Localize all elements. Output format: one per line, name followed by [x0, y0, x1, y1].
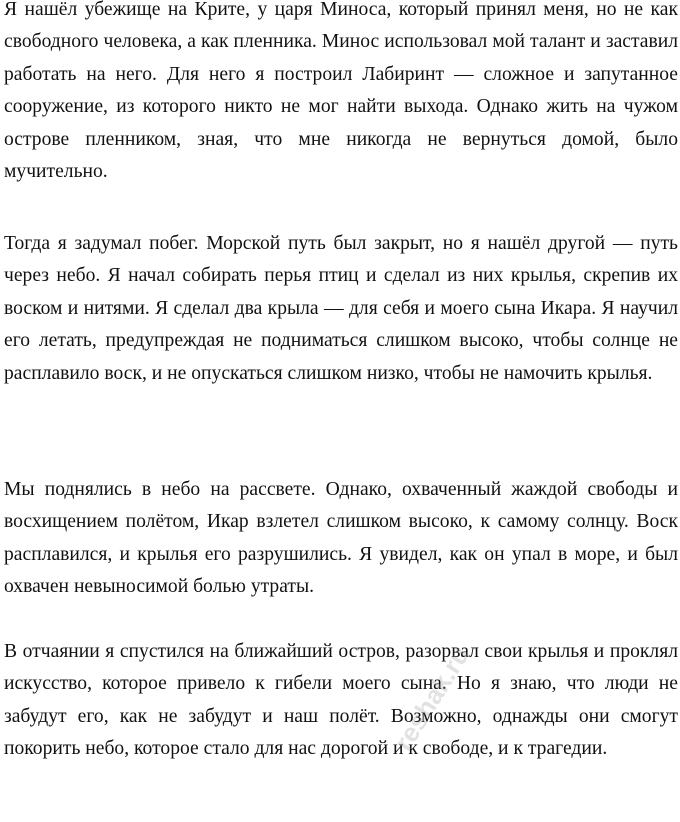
paragraph-3: Мы поднялись в небо на рассвете. Однако, охваченный жаждой свободы и восхищением полётом, Икар взлетел слишком высоко, к самому солнцу. Воск расплавился, и крылья его разрушились. Я увидел, как он упал в море, и был охвачен невыносимой болью утраты. — [4, 479, 678, 598]
paragraph-4: В отчаянии я спустился на ближайший остров, разорвал свои крылья и проклял искусство, которое привело к гибели моего сына. Но я знаю, что люди не забудут его, как не забудут и наш полёт. Возможно, однажды они смогут покорить небо, которое стало для нас дорогой и к свободе, и к трагедии. — [4, 641, 678, 760]
watermark: reshak.ru — [388, 640, 476, 756]
faded-text-area — [250, 395, 450, 455]
paragraph-1: Я нашёл убежище на Крите, у царя Миноса, который принял меня, но не как свободного человека, а как пленника. Минос использовал мой талант и заставил работать на него. Для него я построил Лабиринт — сложное и запутанное сооружение, из которого никто не мог найти выхода. Однако жить на чужом острове пленником, зная, что мне никогда не вернуться домой, было мучительно. — [4, 0, 678, 183]
paragraph-2: Тогда я задумал побег. Морской путь был закрыт, но я нашёл другой — путь через небо. Я начал собирать перья птиц и сделал из них крылья, скрепив их воском и нитями. Я сделал два крыла — для себя и моего сына Икара. Я научил его летать, предупреждая не подниматься слишком высоко, чтобы солнце не расплавило воск, и не опускаться слишком низко, чтобы не намочить крылья. — [4, 233, 678, 384]
